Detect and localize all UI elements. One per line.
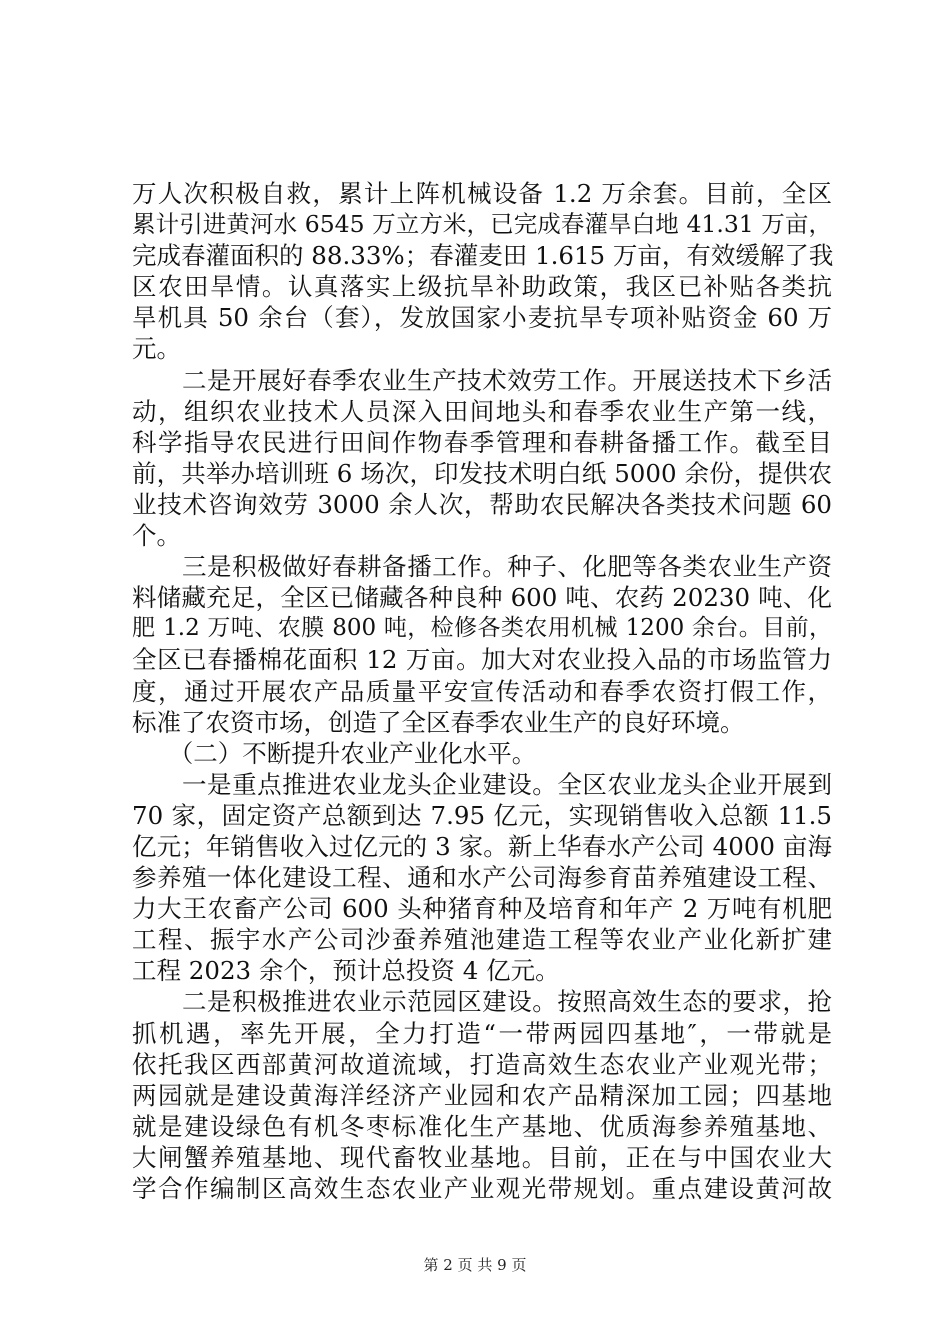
text-line: 万人次积极自救，累计上阵机械设备 1.2 万余套。目前，全区 bbox=[132, 179, 832, 208]
text-line: 前，共举办培训班 6 场次，印发技术明白纸 5000 余份，提供农 bbox=[132, 458, 832, 488]
text-line: 料储藏充足，全区已储藏各种良种 600 吨、农药 20230 吨、化 bbox=[132, 583, 832, 613]
text-line: 两园就是建设黄海洋经济产业园和农产品精深加工园；四基地 bbox=[132, 1080, 832, 1110]
text-line: 学合作编制区高效生态农业产业观光带规划。重点建设黄河故 bbox=[132, 1174, 832, 1203]
text-line: 肥 1.2 万吨、农膜 800 吨，检修各类农用机械 1200 余台。目前， bbox=[132, 615, 832, 642]
text-line: 工程 2023 余个，预计总投资 4 亿元。 bbox=[132, 956, 560, 986]
text-line: 就是建设绿色有机冬枣标准化生产基地、优质海参养殖基地、 bbox=[132, 1111, 832, 1141]
text-line: 旱机具 50 余台（套），发放国家小麦抗旱专项补贴资金 60 万 bbox=[132, 303, 832, 333]
text-line: 动，组织农业技术人员深入田间地头和春季农业生产第一线， bbox=[132, 396, 832, 426]
page-number-footer: 第 2 页 共 9 页 bbox=[423, 1256, 527, 1274]
text-line: 70 家，固定资产总额到达 7.95 亿元，实现销售收入总额 11.5 bbox=[132, 800, 832, 830]
text-line: 依托我区西部黄河故道流域，打造高效生态农业产业观光带； bbox=[132, 1049, 832, 1079]
text-line: 力大王农畜产公司 600 头种猪育种及培育和年产 2 万吨有机肥 bbox=[132, 894, 832, 924]
text-line: 参养殖一体化建设工程、通和水产公司海参育苗养殖建设工程、 bbox=[132, 863, 832, 893]
text-line: 亿元；年销售收入过亿元的 3 家。新上华春水产公司 4000 亩海 bbox=[132, 831, 832, 861]
text-line: 二是积极推进农业示范园区建设。按照高效生态的要求，抢 bbox=[132, 987, 832, 1017]
text-line: 二是开展好春季农业生产技术效劳工作。开展送技术下乡活 bbox=[132, 365, 832, 395]
section-heading: （二）不断提升农业产业化水平。 bbox=[132, 738, 537, 768]
text-line: 累计引进黄河水 6545 万立方米，已完成春灌旱白地 41.31 万亩， bbox=[132, 210, 832, 239]
text-line: 全区已春播棉花面积 12 万亩。加大对农业投入品的市场监管力 bbox=[132, 645, 832, 675]
text-line: 业技术咨询效劳 3000 余人次，帮助农民解决各类技术问题 60 bbox=[132, 489, 832, 519]
text-line: 抓机遇，率先开展，全力打造“一带两园四基地″，一带就是 bbox=[132, 1018, 832, 1048]
text-line: 完成春灌面积的 88.33%；春灌麦田 1.615 万亩，有效缓解了我 bbox=[132, 241, 834, 271]
text-line: 一是重点推进农业龙头企业建设。全区农业龙头企业开展到 bbox=[132, 769, 832, 799]
text-line: 大闸蟹养殖基地、现代畜牧业基地。目前，正在与中国农业大 bbox=[132, 1142, 832, 1172]
text-line: 三是积极做好春耕备播工作。种子、化肥等各类农业生产资 bbox=[132, 552, 832, 582]
text-line: 度，通过开展农产品质量平安宣传活动和春季农资打假工作， bbox=[132, 676, 832, 706]
text-line: 科学指导农民进行田间作物春季管理和春耕备播工作。截至目 bbox=[132, 427, 832, 457]
text-line: 标准了农资市场，创造了全区春季农业生产的良好环境。 bbox=[132, 707, 745, 737]
text-line: 个。 bbox=[132, 521, 181, 551]
text-line: 工程、振宇水产公司沙蚕养殖池建造工程等农业产业化新扩建 bbox=[132, 925, 832, 955]
body-text bbox=[132, 178, 832, 1204]
text-line: 区农田旱情。认真落实上级抗旱补助政策，我区已补贴各类抗 bbox=[132, 272, 832, 302]
text-line: 元。 bbox=[132, 334, 181, 364]
